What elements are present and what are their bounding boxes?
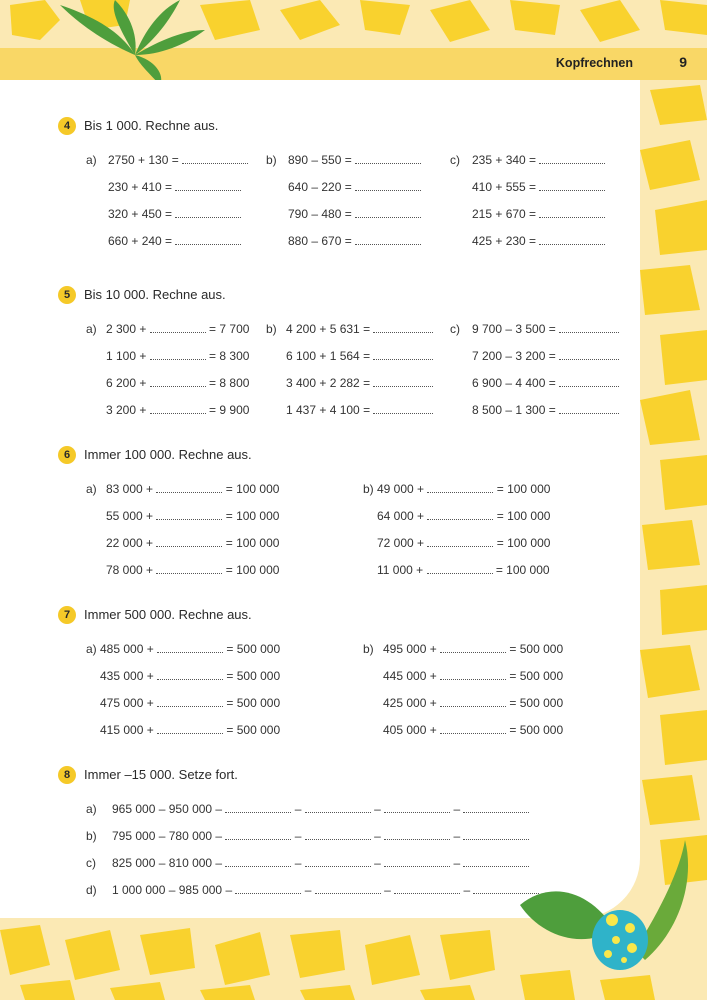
page-number: 9 — [679, 54, 687, 70]
equation-row — [108, 207, 241, 221]
equation-row — [377, 563, 550, 577]
row-label: b) — [86, 829, 97, 843]
answer-blank[interactable] — [355, 180, 421, 191]
equation-left: 475 000 + — [100, 696, 158, 710]
equation-result: = 500 000 — [506, 696, 564, 710]
equation-row — [106, 403, 249, 417]
equation-result: = 7 700 — [205, 322, 250, 336]
answer-blank[interactable] — [440, 642, 506, 653]
answer-blank[interactable] — [225, 856, 291, 867]
answer-blank[interactable] — [427, 482, 493, 493]
answer-blank[interactable] — [305, 829, 371, 840]
answer-blank[interactable] — [156, 563, 222, 574]
equation-row — [286, 403, 433, 417]
equation-result: = 100 000 — [222, 563, 280, 577]
answer-blank[interactable] — [440, 696, 506, 707]
answer-blank[interactable] — [157, 723, 223, 734]
equation-result: = 100 000 — [493, 509, 551, 523]
sequence-start: 825 000 – 810 000 – — [112, 856, 226, 870]
equation-result: = 500 000 — [223, 696, 281, 710]
header-title: Kopfrechnen — [555, 56, 633, 70]
answer-blank[interactable] — [373, 322, 433, 333]
equation-text: 2750 + 130 = — [108, 153, 183, 167]
column-label: c) — [450, 322, 460, 336]
equation-left: 435 000 + — [100, 669, 158, 683]
palm-leaf-icon — [60, 0, 210, 85]
equation-result: = 500 000 — [223, 642, 281, 656]
equation-left: 2 300 + — [106, 322, 150, 336]
equation-text: 410 + 555 = — [472, 180, 540, 194]
row-label: a) — [86, 802, 97, 816]
answer-blank[interactable] — [427, 536, 493, 547]
answer-blank[interactable] — [156, 536, 222, 547]
answer-blank[interactable] — [463, 829, 529, 840]
sequence-separator: – — [460, 883, 474, 897]
answer-blank[interactable] — [355, 234, 421, 245]
answer-blank[interactable] — [559, 322, 619, 333]
answer-blank[interactable] — [305, 856, 371, 867]
equation-result: = 100 000 — [493, 482, 551, 496]
answer-blank[interactable] — [182, 153, 248, 164]
equation-result: = 500 000 — [506, 669, 564, 683]
equation-result: = 8 800 — [205, 376, 250, 390]
equation-result: = 100 000 — [492, 563, 550, 577]
equation-result: = 9 900 — [205, 403, 250, 417]
answer-blank[interactable] — [315, 883, 381, 894]
answer-blank[interactable] — [355, 153, 421, 164]
equation-row — [106, 509, 279, 523]
answer-blank[interactable] — [463, 802, 529, 813]
answer-blank[interactable] — [384, 856, 450, 867]
answer-blank[interactable] — [150, 403, 206, 414]
column-label: a) — [86, 153, 97, 167]
equation-row — [100, 696, 280, 710]
equation-left: 6 200 + — [106, 376, 150, 390]
answer-blank[interactable] — [384, 829, 450, 840]
answer-blank[interactable] — [150, 322, 206, 333]
column-label: c) — [450, 153, 460, 167]
answer-blank[interactable] — [156, 509, 222, 520]
sequence-separator: – — [291, 802, 305, 816]
task-number-badge: 6 — [58, 446, 76, 464]
equation-text: 230 + 410 = — [108, 180, 176, 194]
answer-blank[interactable] — [305, 802, 371, 813]
sequence-separator: – — [301, 883, 315, 897]
equation-text: 425 + 230 = — [472, 234, 540, 248]
equation-left: 1 100 + — [106, 349, 150, 363]
equation-left: 22 000 + — [106, 536, 157, 550]
equation-left: 415 000 + — [100, 723, 158, 737]
equation-row — [106, 376, 249, 390]
equation-row — [106, 482, 279, 496]
equation-text: 235 + 340 = — [472, 153, 540, 167]
answer-blank[interactable] — [355, 207, 421, 218]
sequence-separator: – — [370, 829, 385, 843]
answer-blank[interactable] — [463, 856, 529, 867]
sequence-row — [112, 856, 529, 870]
answer-blank[interactable] — [175, 207, 241, 218]
answer-blank[interactable] — [150, 349, 206, 360]
equation-row — [100, 723, 280, 737]
equation-row — [100, 642, 280, 656]
equation-left: 485 000 + — [100, 642, 158, 656]
equation-row — [472, 349, 619, 363]
answer-blank[interactable] — [394, 883, 460, 894]
equation-left: 495 000 + — [383, 642, 441, 656]
answer-blank[interactable] — [473, 883, 539, 894]
equation-row — [106, 322, 249, 336]
answer-blank[interactable] — [225, 802, 291, 813]
equation-row — [286, 376, 433, 390]
sequence-row — [112, 802, 529, 816]
task-title: Immer 100 000. Rechne aus. — [84, 447, 252, 462]
equation-row — [100, 669, 280, 683]
column-label: a) — [86, 642, 97, 656]
equation-left: 405 000 + — [383, 723, 441, 737]
answer-blank[interactable] — [175, 234, 241, 245]
task-number-badge: 5 — [58, 286, 76, 304]
equation-row — [106, 563, 279, 577]
equation-text: 3 400 + 2 282 = — [286, 376, 374, 390]
equation-row — [286, 322, 433, 336]
equation-text: 215 + 670 = — [472, 207, 540, 221]
task-title: Bis 10 000. Rechne aus. — [84, 287, 226, 302]
row-label: d) — [86, 883, 97, 897]
equation-text: 880 – 670 = — [288, 234, 356, 248]
equation-text: 320 + 450 = — [108, 207, 176, 221]
equation-text: 890 – 550 = — [288, 153, 356, 167]
answer-blank[interactable] — [440, 723, 506, 734]
answer-blank[interactable] — [559, 376, 619, 387]
equation-row — [472, 207, 605, 221]
answer-blank[interactable] — [427, 509, 493, 520]
answer-blank[interactable] — [559, 403, 619, 414]
equation-left: 83 000 + — [106, 482, 157, 496]
answer-blank[interactable] — [384, 802, 450, 813]
equation-text: 6 900 – 4 400 = — [472, 376, 560, 390]
equation-text: 8 500 – 1 300 = — [472, 403, 560, 417]
answer-blank[interactable] — [157, 669, 223, 680]
answer-blank[interactable] — [175, 180, 241, 191]
equation-result: = 500 000 — [506, 723, 564, 737]
task-number-badge: 4 — [58, 117, 76, 135]
equation-row — [286, 349, 433, 363]
equation-row — [472, 376, 619, 390]
sequence-start: 965 000 – 950 000 – — [112, 802, 226, 816]
row-label: c) — [86, 856, 96, 870]
sequence-separator: – — [450, 856, 464, 870]
equation-result: = 8 300 — [205, 349, 250, 363]
equation-row — [383, 696, 563, 710]
jungle-egg-illustration — [520, 840, 707, 970]
sequence-row — [112, 883, 539, 897]
sequence-separator: – — [291, 856, 305, 870]
answer-blank[interactable] — [225, 829, 291, 840]
equation-result: = 500 000 — [223, 669, 281, 683]
column-label: b) — [363, 642, 374, 656]
task-number-badge: 7 — [58, 606, 76, 624]
column-label: a) — [86, 482, 97, 496]
answer-blank[interactable] — [427, 563, 493, 574]
equation-row — [106, 349, 249, 363]
equation-row — [383, 642, 563, 656]
equation-row — [383, 723, 563, 737]
equation-result: = 500 000 — [506, 642, 564, 656]
sequence-separator: – — [380, 883, 395, 897]
answer-blank[interactable] — [539, 153, 605, 164]
equation-left: 55 000 + — [106, 509, 157, 523]
answer-blank[interactable] — [157, 696, 223, 707]
equation-text: 1 437 + 4 100 = — [286, 403, 374, 417]
equation-left: 3 200 + — [106, 403, 150, 417]
equation-row — [288, 207, 421, 221]
sequence-separator: – — [370, 856, 385, 870]
equation-row — [383, 669, 563, 683]
equation-text: 6 100 + 1 564 = — [286, 349, 374, 363]
equation-row — [472, 322, 619, 336]
equation-text: 9 700 – 3 500 = — [472, 322, 560, 336]
answer-blank[interactable] — [157, 642, 223, 653]
equation-row — [472, 180, 605, 194]
equation-row — [108, 234, 241, 248]
equation-left: 425 000 + — [383, 696, 441, 710]
equation-result: = 100 000 — [222, 482, 280, 496]
answer-blank[interactable] — [440, 669, 506, 680]
column-label: b) — [363, 482, 374, 496]
equation-text: 790 – 480 = — [288, 207, 356, 221]
sequence-separator: – — [291, 829, 305, 843]
column-label: b) — [266, 322, 277, 336]
equation-row — [472, 403, 619, 417]
equation-text: 7 200 – 3 200 = — [472, 349, 560, 363]
answer-blank[interactable] — [539, 234, 605, 245]
equation-left: 11 000 + — [377, 563, 427, 577]
sequence-row — [112, 829, 529, 843]
answer-blank[interactable] — [373, 403, 433, 414]
equation-left: 72 000 + — [377, 536, 428, 550]
equation-result: = 500 000 — [223, 723, 281, 737]
equation-text: 640 – 220 = — [288, 180, 356, 194]
equation-row — [108, 180, 241, 194]
equation-left: 78 000 + — [106, 563, 157, 577]
equation-row — [288, 234, 421, 248]
task-number-badge: 8 — [58, 766, 76, 784]
equation-row — [377, 536, 550, 550]
sequence-separator: – — [370, 802, 385, 816]
sequence-separator: – — [450, 802, 464, 816]
task-title: Immer 500 000. Rechne aus. — [84, 607, 252, 622]
equation-result: = 100 000 — [222, 509, 280, 523]
worksheet-paper — [0, 80, 640, 918]
answer-blank[interactable] — [373, 376, 433, 387]
column-label: b) — [266, 153, 277, 167]
equation-row — [108, 153, 248, 167]
answer-blank[interactable] — [539, 180, 605, 191]
equation-text: 4 200 + 5 631 = — [286, 322, 374, 336]
equation-result: = 100 000 — [493, 536, 551, 550]
sequence-start: 795 000 – 780 000 – — [112, 829, 226, 843]
equation-left: 445 000 + — [383, 669, 441, 683]
sequence-start: 1 000 000 – 985 000 – — [112, 883, 236, 897]
answer-blank[interactable] — [539, 207, 605, 218]
equation-row — [377, 482, 550, 496]
answer-blank[interactable] — [559, 349, 619, 360]
task-title: Bis 1 000. Rechne aus. — [84, 118, 219, 133]
equation-row — [472, 234, 605, 248]
sequence-separator: – — [450, 829, 464, 843]
equation-left: 49 000 + — [377, 482, 428, 496]
equation-row — [472, 153, 605, 167]
equation-row — [288, 153, 421, 167]
equation-row — [377, 509, 550, 523]
equation-text: 660 + 240 = — [108, 234, 176, 248]
equation-result: = 100 000 — [222, 536, 280, 550]
answer-blank[interactable] — [150, 376, 206, 387]
equation-left: 64 000 + — [377, 509, 428, 523]
answer-blank[interactable] — [156, 482, 222, 493]
task-title: Immer –15 000. Setze fort. — [84, 767, 238, 782]
column-label: a) — [86, 322, 97, 336]
equation-row — [288, 180, 421, 194]
equation-row — [106, 536, 279, 550]
answer-blank[interactable] — [373, 349, 433, 360]
answer-blank[interactable] — [235, 883, 301, 894]
